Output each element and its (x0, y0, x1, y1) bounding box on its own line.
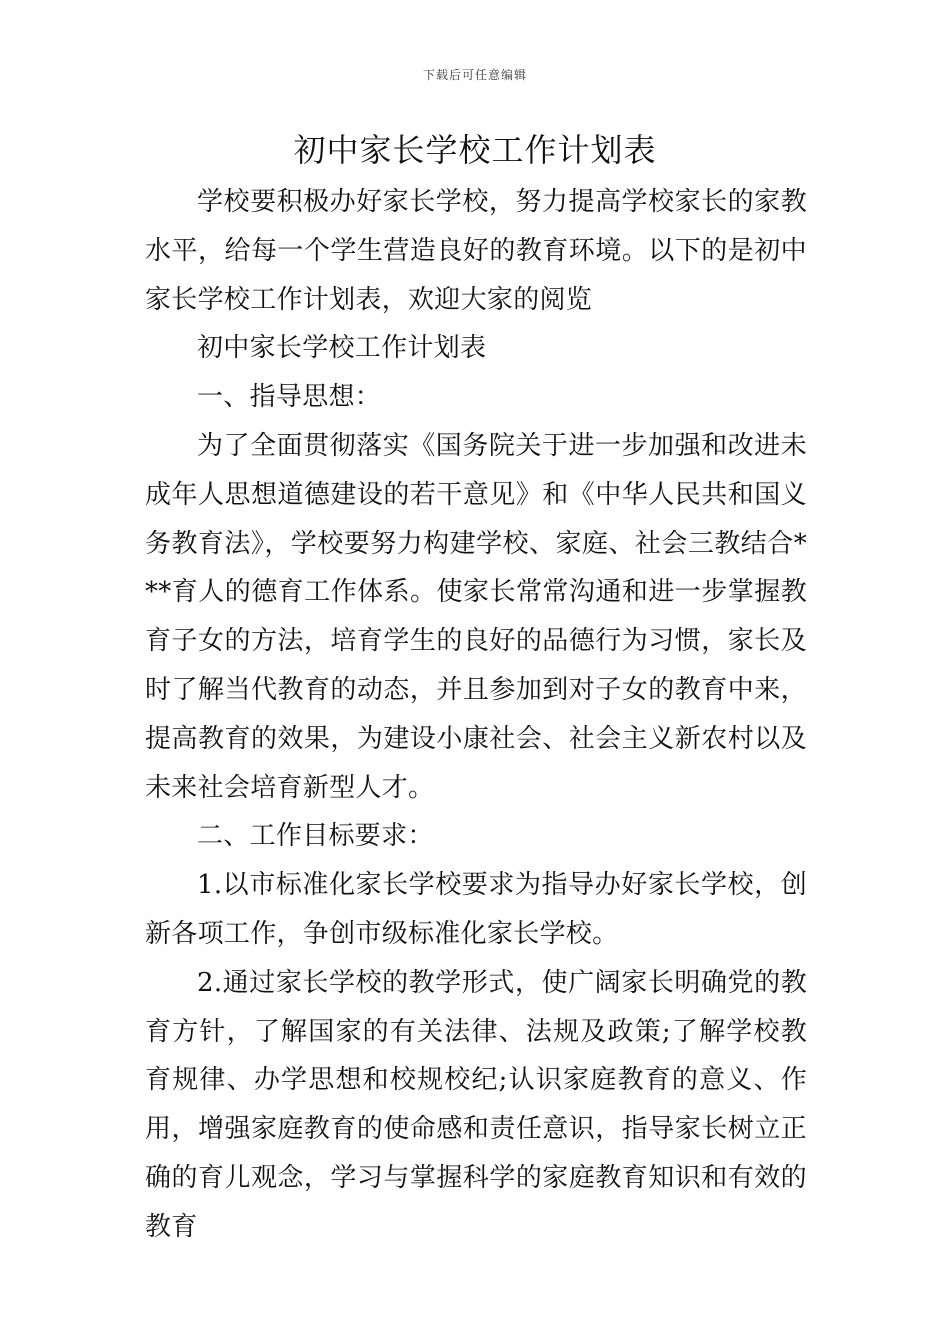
paragraph-goal-1: 1.以市标准化家长学校要求为指导办好家长学校，创新各项工作，争创市级标准化家长学校。 (145, 870, 807, 949)
paragraph-intro: 学校要积极办好家长学校，努力提高学校家长的家教水平，给每一个学生营造良好的教育环境。以下的是初中家长学校工作计划表，欢迎大家的阅览 (145, 187, 807, 315)
paragraph-goal-2: 2.通过家长学校的教学形式，使广阔家长明确党的教育方针，了解国家的有关法律、法规及政策;了解学校教育规律、办学思想和校规校纪;认识家庭教育的意义、作用，增强家庭教育的使命感和责任意识，指导家长树立正确的育儿观念，学习与掌握科学的家庭教育知识和有效的教育 (145, 967, 807, 1242)
header-note: 下载后可任意编辑 (422, 68, 527, 82)
paragraph-subtitle: 初中家长学校工作计划表 (197, 333, 487, 364)
section-heading-goals: 二、工作目标要求： (197, 821, 434, 852)
section-heading-guiding-ideology: 一、指导思想： (197, 382, 382, 413)
paragraph-guiding-ideology: 为了全面贯彻落实《国务院关于进一步加强和改进未成年人思想道德建设的若干意见》和《中华人民共和国义务教育法》，学校要努力构建学校、家庭、社会三教结合***育人的德育工作体系。使家长常常沟通和进一步掌握教育子女的方法，培育学生的良好的品德行为习惯，家长及时了解当代教育的动态，并且参加到对子女的教育中来，提高教育的效果，为建设小康社会、社会主义新农村以及未来社会培育新型人才。 (145, 430, 807, 803)
document-body (145, 178, 807, 1252)
document-title: 初中家长学校工作计划表 (293, 131, 657, 169)
